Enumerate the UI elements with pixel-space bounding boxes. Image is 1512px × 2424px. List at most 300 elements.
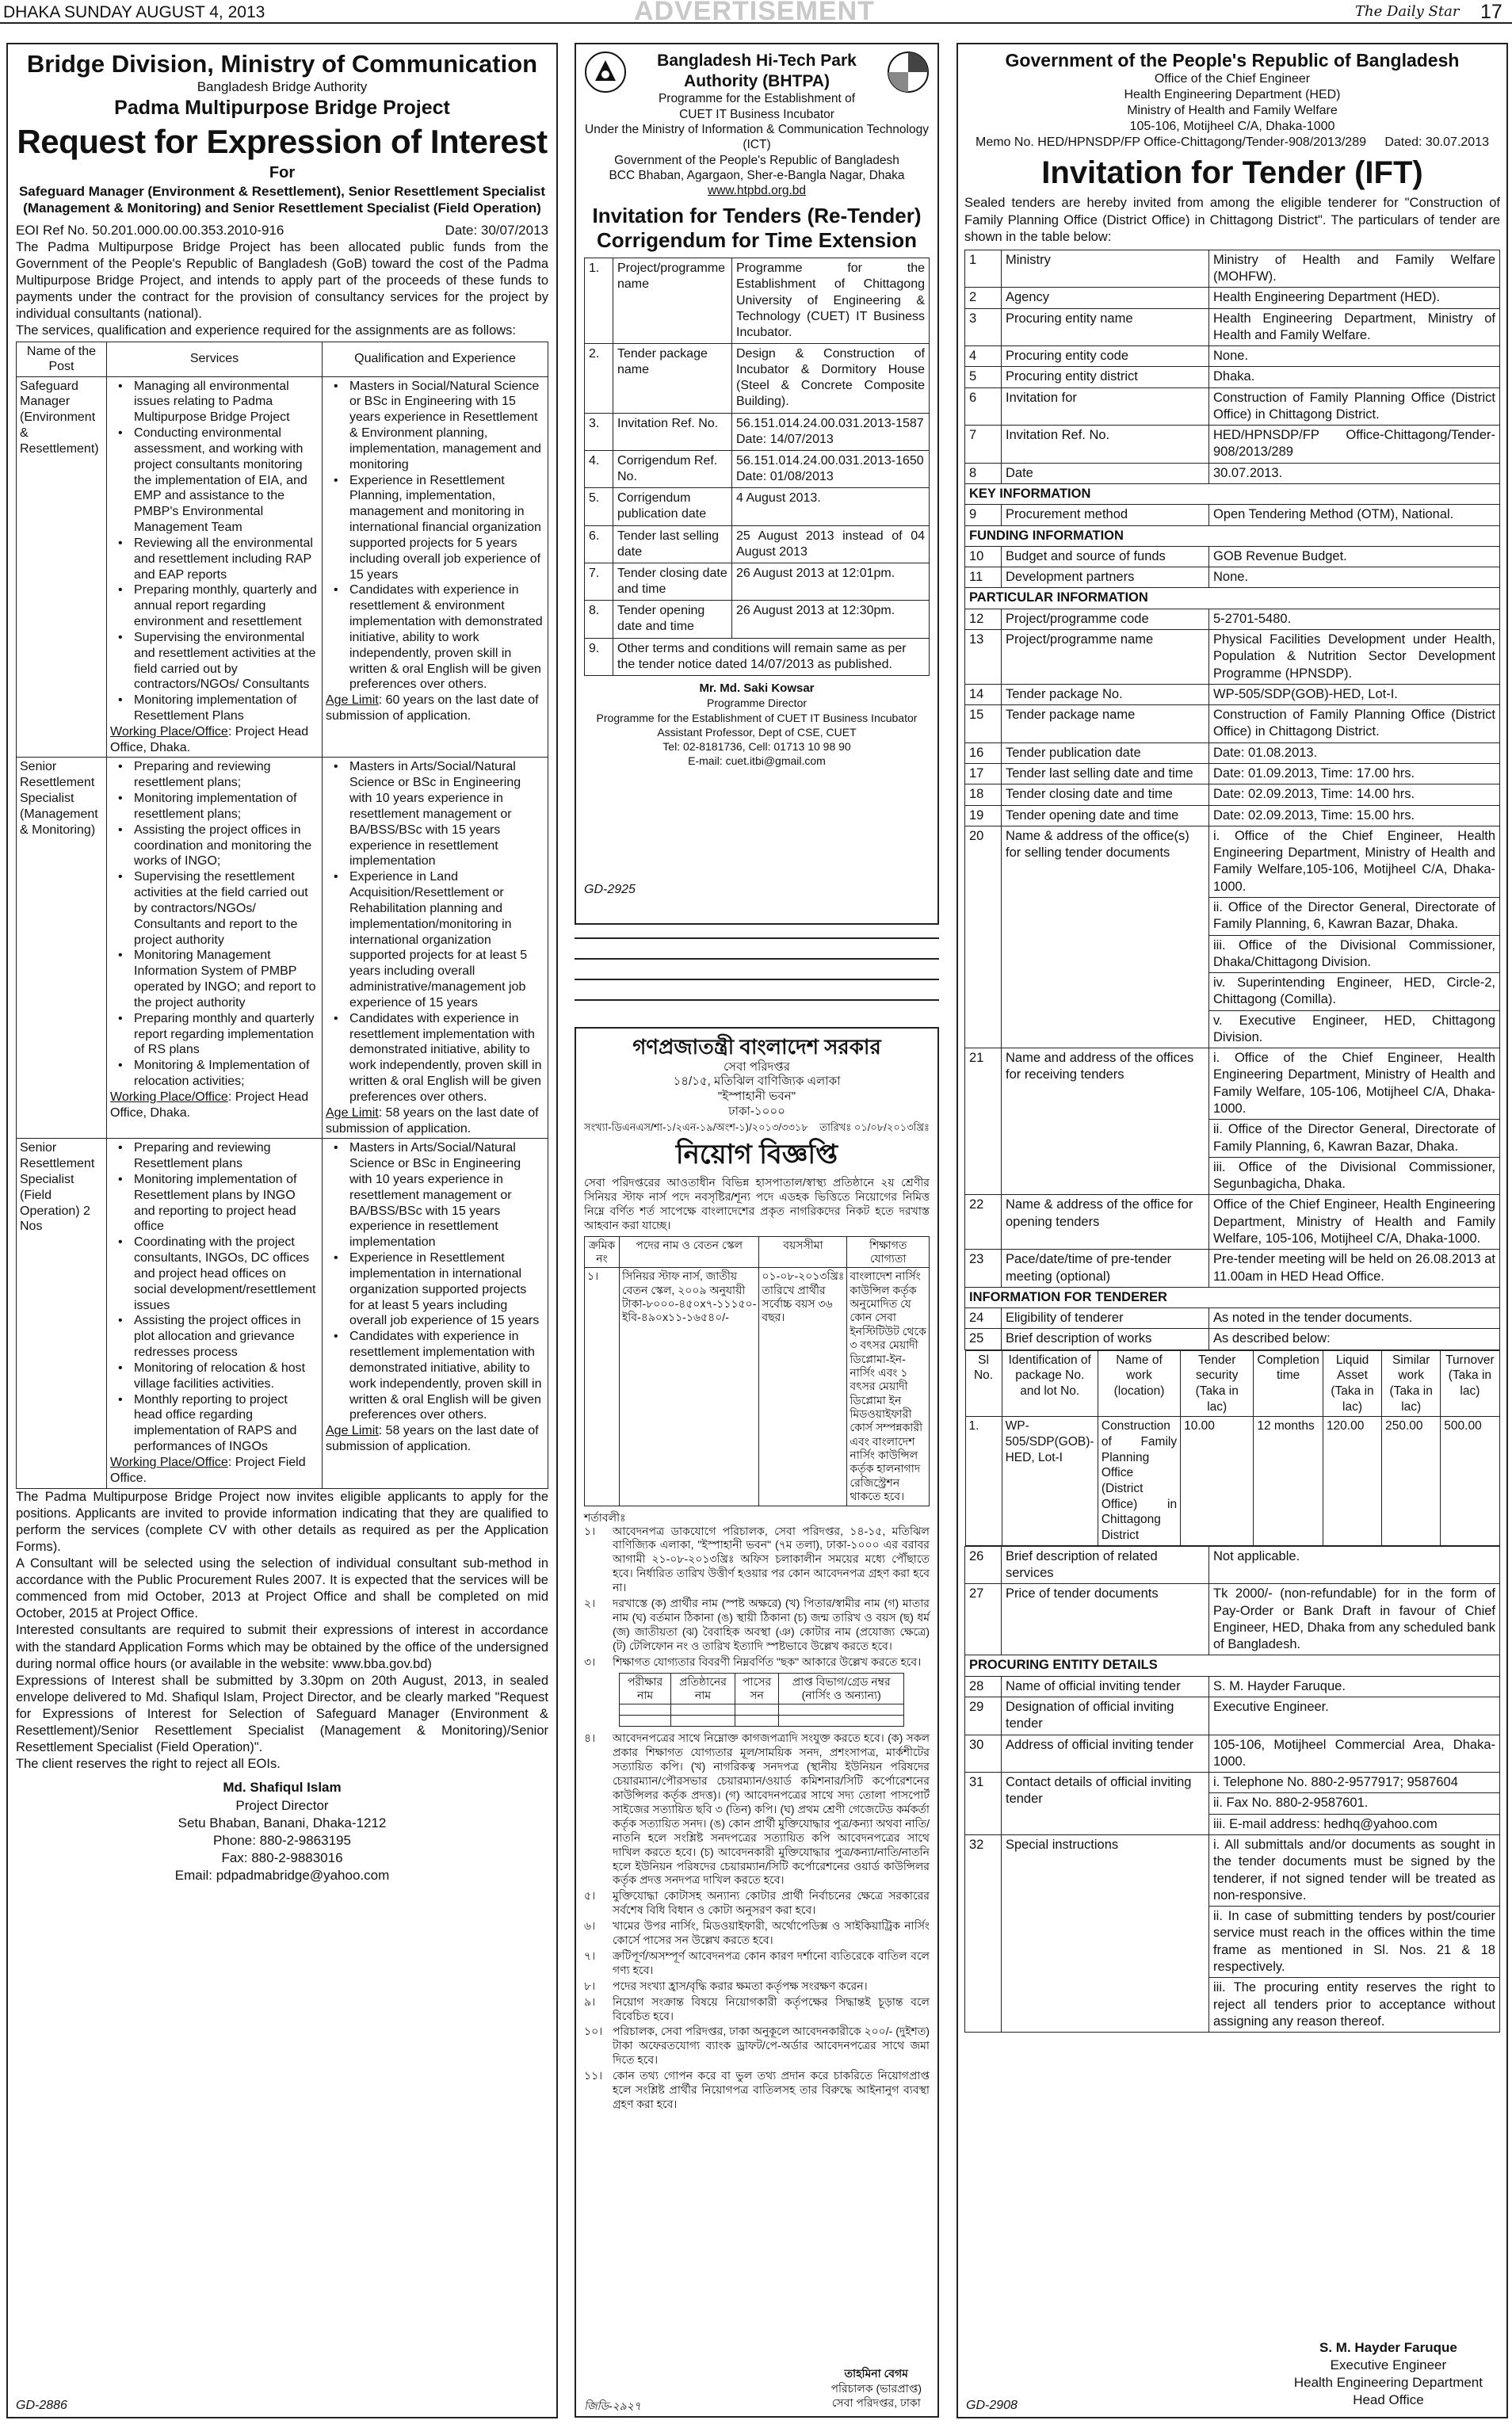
ift-sub: 105-106, Motijheel C/A, Dhaka-1000 — [1129, 120, 1335, 134]
bn-sub: ১৪/১৫, মতিঝিল বাণিজ্যিক এলাকা — [673, 1075, 841, 1089]
col-header: বয়সসীমা — [759, 1236, 847, 1268]
row-value: Construction of Family Planning Office (District Office) in Chittagong District. — [1209, 705, 1500, 743]
row-number: 14 — [965, 684, 1002, 704]
row-value-item: ii. Office of the Director General, Directorate of Family Planning, 6, Kawran Bazar, Dhaka. — [1209, 898, 1499, 936]
row-value-item: iv. Superintending Engineer, HED, Circle-2, Chittagong (Comilla). — [1209, 973, 1499, 1011]
bengali-advertisement — [575, 1027, 939, 2418]
eoi-authority: Bangladesh Bridge Authority — [197, 78, 368, 94]
col-header: Services — [107, 342, 323, 376]
row-key: Agency — [1002, 288, 1209, 308]
age-limit: Age Limit: 58 years on the last date of submission of application. — [326, 1424, 539, 1454]
bhtpa-sub: Under the Ministry of Information & Communication Technology (ICT) — [585, 122, 929, 152]
row-key: Price of tender documents — [1002, 1584, 1209, 1655]
row-value: Health Engineering Department, Ministry of Health and Family Welfare. — [1209, 308, 1500, 346]
row-number: 10 — [965, 546, 1002, 567]
row-key: Tender closing date and time — [613, 563, 732, 600]
row-value: Construction of Family Planning Office (District Office) in Chittagong District. — [1209, 387, 1500, 426]
table-row — [585, 601, 930, 638]
ift-memo: Memo No. HED/HPNSDP/FP Office-Chittagong/Tender-908/2013/289 — [976, 136, 1366, 150]
ift-sub: Office of the Chief Engineer — [1154, 72, 1311, 86]
table-row — [965, 1417, 1499, 1545]
row-key: Pace/date/time of pre-tender meeting (optional) — [1002, 1250, 1209, 1288]
bn-sub: সেবা পরিদপ্তর — [723, 1059, 791, 1074]
table-row — [585, 525, 930, 563]
row-value: As noted in the tender documents. — [1209, 1308, 1500, 1329]
row-value: 26 August 2013 at 12:30pm. — [732, 601, 930, 638]
row-key: Address of official inviting tender — [1002, 1735, 1209, 1773]
row-number: 15 — [965, 705, 1002, 743]
row-value: 56.151.014.24.00.031.2013-1650 Date: 01/08/2013 — [732, 450, 930, 487]
row-number: 16 — [965, 742, 1002, 763]
row-key: Procuring entity name — [1002, 308, 1209, 346]
bn-edu-table — [619, 1673, 904, 1727]
row-key: Name & address of the office for opening tenders — [1002, 1195, 1209, 1250]
row-number: 7. — [585, 563, 613, 600]
row-key: Tender opening date and time — [613, 601, 732, 638]
row-key: Tender package name — [1002, 705, 1209, 743]
row-number: 23 — [965, 1250, 1002, 1288]
service-item: • Preparing monthly, quarterly and annual report regarding environment and resettlement — [110, 582, 319, 629]
divider — [575, 937, 939, 939]
ift-gov: Government of the People's Republic of Bangladesh — [1005, 50, 1460, 71]
row-key: Invitation Ref. No. — [613, 413, 732, 450]
post-name: Senior Resettlement Specialist (Field Operation) 2 Nos — [17, 1139, 107, 1488]
row-key: Project/programme code — [1002, 609, 1209, 629]
col-header: Liquid Asset (Taka in lac) — [1323, 1350, 1381, 1417]
row-key: Tender last selling date and time — [1002, 763, 1209, 784]
service-item: • Managing all environmental issues relating to Padma Multipurpose Bridge Project — [110, 379, 319, 426]
row-value-item: i. Telephone No. 880-2-9577917; 9587604 — [1209, 1773, 1499, 1793]
section-row — [965, 1655, 1500, 1676]
row-value: Date: 01.09.2013, Time: 17.00 hrs. — [1209, 763, 1500, 784]
works-table — [965, 1350, 1500, 1546]
table-row — [965, 387, 1500, 426]
bn-title: নিয়োগ বিজ্ঞপ্তি — [675, 1139, 838, 1170]
col-header: পরীক্ষার নাম — [620, 1673, 671, 1704]
row-value: Date: 01.08.2013. — [1209, 742, 1500, 763]
row-number: 19 — [965, 805, 1002, 826]
working-place: Working Place/Office: Project Head Office, Dhaka. — [110, 1090, 309, 1120]
qual-item: • Experience in Resettlement implementation in international organization supported projects for at least 5 years including overall job experience of 15 years — [326, 1250, 544, 1329]
service-item: • Monitoring & Implementation of relocation activities; — [110, 1058, 319, 1090]
divider — [575, 979, 939, 980]
row-number: 11 — [965, 567, 1002, 588]
row-number: 32 — [965, 1834, 1002, 2032]
section-title: PROCURING ENTITY DETAILS — [965, 1655, 1500, 1676]
bhtpa-sub: Programme for the Establishment of — [658, 92, 856, 106]
condition-item: ১১। কোন তথ্য গোপন করে বা ভুল তথ্য প্রদান করে চাকরিতে নিয়োগপ্রাপ্ত হলে সংশ্লিষ্ট প্রার্থীর নিয়োগপত্র বাতিলসহ তার বিরুদ্ধে আইনানুগ ব্যবস্থা গ্রহণ করা হবে। — [584, 2069, 930, 2111]
ad-code: GD-2925 — [584, 883, 636, 897]
eoi-ref: EOI Ref No. 50.201.000.00.00.353.2010-916 — [16, 223, 284, 239]
bhtpa-subtitle: Corrigendum for Time Extension — [596, 228, 917, 253]
qual-item: • Candidates with experience in resettlement implementation with demonstrated initiative, ability to work independently, proven skill in written & oral English will be given preferences over others. — [326, 1011, 544, 1105]
bhtpa-name: Bangladesh Hi-Tech Park Authority (BHTPA) — [657, 52, 857, 90]
row-number: 17 — [965, 763, 1002, 784]
works-cell: 250.00 — [1382, 1417, 1441, 1545]
table-row — [585, 344, 930, 414]
service-item: • Conducting environmental assessment, and working with project consultants monitoring the implementation of EIA, and EMP and assistance to the PMBP's Environmental Management Team — [110, 426, 319, 536]
row-number: 4. — [585, 450, 613, 487]
row-number: 5 — [965, 367, 1002, 387]
service-item: • Preparing and reviewing Resettlement plans — [110, 1140, 319, 1172]
table-row: ১। সিনিয়র স্টাফ নার্স, জাতীয় বেতন স্কেল, ২০০৯ অনুযায়ী টাকা-৮০০০-৪৫০x৭-১১১৫০-ইবি-৪৯০x১১-১৬৫৪০/- ০১-০৮-২০১৩খ্রিঃ তারিখে প্রার্থীর সর্বোচ্চ বয়স ৩৬ বছর। বাংলাদেশ নার্সিং কাউন্সিল কর্তৃক অনুমোদিত যে কোন সেবা ইনস্টিটিউট থেকে ৩ বৎসর মেয়াদী ডিপ্লোমা-ইন-নার্সিং এবং ১ বৎসর মেয়াদী ডিপ্লোমা ইন মিডওয়াইফারী কোর্স সম্পন্নকারী এবং বাংলাদেশ নার্সিং কাউন্সিল কর্তৃক হালনাগাদ রেজিস্ট্রেশন থাকতে হবে। — [585, 1268, 930, 1506]
row-key: Budget and source of funds — [1002, 546, 1209, 567]
table-row — [965, 463, 1500, 483]
bn-sub: "ইস্পাহানী ভবন" — [717, 1090, 796, 1104]
bhtpa-sub: BCC Bhaban, Agargaon, Sher-e-Bangla Nagar, Dhaka — [609, 169, 905, 183]
bhtpa-title: Invitation for Tenders (Re-Tender) — [592, 203, 922, 227]
service-item: • Reviewing all the environmental and resettlement including RAP and EAP reports — [110, 536, 319, 582]
qual-item: • Experience in Resettlement Planning, implementation, management and monitoring in international financial organization supported projects for 5 years including overall job experience of 15 years — [326, 473, 544, 583]
table-row — [965, 426, 1500, 464]
eoi-closing: Expressions of Interest shall be submitted by 3.30pm on 20th August, 2013, in sealed envelope delivered to Md. Shafiqul Islam, Project Director, and be clearly marked "Request for Expressions of Interest for Selection of Safeguard Manager (Environment & Resettlement)/Senior Resettlement Specialist (Management & Monitoring)/Senior Resettlement Specialist (Field Operation)". — [16, 1673, 548, 1755]
table-row — [965, 1676, 1500, 1697]
table-row — [965, 1250, 1500, 1288]
works-cell: Construction of Family Planning Office (District Office) in Chittagong District — [1098, 1417, 1180, 1545]
eoi-closing: The client reserves the right to reject all EOIs. — [16, 1757, 281, 1772]
row-value: Tk 2000/- (non-refundable) for in the form of Pay-Order or Bank Draft in favour of Chief Engineer, HED, Dhaka from any scheduled bank of Bangladesh. — [1209, 1584, 1500, 1655]
col-header: Similar work (Taka in lac) — [1382, 1350, 1441, 1417]
row-key: Brief description of related services — [1002, 1546, 1209, 1584]
row-number: 24 — [965, 1308, 1002, 1329]
row-value: Dhaka. — [1209, 367, 1500, 387]
row-key: Special instructions — [1002, 1834, 1209, 2032]
service-item: • Assisting the project offices in coordination and monitoring the works of INGO; — [110, 823, 319, 869]
row-value — [1209, 1773, 1500, 1835]
service-item: • Coordinating with the project consultants, INGOs, DC offices and project head offices on social development/resettlement issues — [110, 1235, 319, 1313]
cuet-logo-icon — [887, 51, 930, 94]
row-value-item: v. Executive Engineer, HED, Chittagong Division. — [1213, 1013, 1495, 1044]
col-header: Completion time — [1254, 1350, 1323, 1417]
section-title: KEY INFORMATION — [965, 484, 1500, 505]
bhtpa-sub: Government of the People's Republic of Bangladesh — [614, 153, 899, 167]
ad-code: জিডি-২৯২৭ — [584, 2399, 641, 2412]
row-key: Corrigendum publication date — [613, 488, 732, 525]
divider — [575, 999, 939, 1001]
age-limit: Age Limit: 60 years on the last date of submission of application. — [326, 693, 539, 723]
works-cell: 10.00 — [1181, 1417, 1254, 1545]
row-number: 3 — [965, 308, 1002, 346]
working-place: Working Place/Office: Project Field Office. — [110, 1455, 306, 1485]
row-number: 6 — [965, 387, 1002, 426]
ift-memo-date: Dated: 30.07.2013 — [1384, 136, 1489, 150]
bn-conds-title: শর্তাবলীঃ — [584, 1510, 626, 1524]
row-value: HED/HPNSDP/FP Office-Chittagong/Tender-908/2013/289 — [1209, 426, 1500, 464]
bn-posts-table — [584, 1236, 930, 1506]
row-value: Programme for the Establishment of Chittagong University of Engineering & Technology (CUET) IT Business Incubator. — [732, 258, 930, 344]
service-item: • Supervising the resettlement activities at the field carried out by contractors/NGOs/ Consultants and report to the project authority — [110, 869, 319, 948]
ad-code: GD-2908 — [966, 2399, 1018, 2413]
bhtpa-sub: CUET IT Business Incubator — [679, 107, 834, 121]
section-title: ADVERTISEMENT — [634, 0, 875, 26]
table-row — [965, 346, 1500, 367]
service-item: • Monitoring implementation of resettlement plans; — [110, 791, 319, 823]
post-name: Senior Resettlement Specialist (Management & Monitoring) — [17, 758, 107, 1139]
table-row — [585, 258, 930, 344]
row-number: 18 — [965, 784, 1002, 805]
table-row — [965, 684, 1500, 704]
table-row — [965, 763, 1500, 784]
col-header: প্রাপ্ত বিভাগ/গ্রেড নম্বর (নার্সিং ও অন্যান্য) — [779, 1673, 904, 1704]
bn-intro: সেবা পরিদপ্তরের আওতাধীন বিভিন্ন হাসপাতাল/স্বাস্থ্য প্রতিষ্ঠানে ২য় শ্রেণীর সিনিয়র স্টাফ নার্স পদে নবসৃষ্টির/শূন্য পদে এডহক ভিত্তিতে নিয়োগের নিমিত্ত নিম্নে বর্ণিত শর্ত সাপেক্ষে বাংলাদেশের প্রকৃত নাগরিকদের নিকট হতে দরখাস্ত আহবান করা যাচ্ছে। — [584, 1176, 930, 1231]
eoi-signature: Md. Shafiqul Islam Project Director Setu Bhaban, Banani, Dhaka-1212 Phone: 880-2-9863195 Fax: 880-2-9883016 Email: pdpadmabridge@yahoo.com — [174, 1780, 390, 1883]
service-item: • Preparing monthly and quarterly report regarding implementation of RS plans — [110, 1011, 319, 1058]
eoi-advertisement — [6, 43, 558, 2418]
row-value: 30.07.2013. — [1209, 463, 1500, 483]
service-item: • Monitoring of relocation & host village facilities activities. — [110, 1361, 319, 1392]
condition-item: ৯। নিয়োগ সংক্রান্ত বিষয়ে নিয়োগকারী কর্তৃপক্ষের সিদ্ধান্তই চূড়ান্ত বলে বিবেচিত হবে। — [584, 1995, 930, 2022]
row-value: S. M. Hayder Faruque. — [1209, 1676, 1500, 1697]
row-value: None. — [1209, 346, 1500, 367]
table-row — [965, 1048, 1500, 1195]
row-value — [1209, 1048, 1500, 1195]
row-value: 5-2701-5480. — [1209, 609, 1500, 629]
page-number: 17 — [1480, 1, 1502, 23]
ift-sub: Health Engineering Department (HED) — [1124, 88, 1341, 102]
row-number: 1 — [965, 250, 1002, 288]
row-key: Designation of official inviting tender — [1002, 1697, 1209, 1735]
table-row — [585, 450, 930, 487]
service-item: • Monitoring implementation of Resettlement Plans — [110, 693, 319, 724]
row-number: 8 — [965, 463, 1002, 483]
row-value: WP-505/SDP(GOB)-HED, Lot-I. — [1209, 684, 1500, 704]
row-value: Office of the Chief Engineer, Health Engineering Department, Ministry of Health and Family Welfare, 105-106, Motijheel C/A, Dhaka-1000. — [1209, 1195, 1500, 1250]
row-value-item: ii. Office of the Director General, Directorate of Family Planning, 6, Kawran Bazar, Dhaka. — [1209, 1120, 1499, 1158]
row-number: 6. — [585, 525, 613, 563]
service-item: • Monthly reporting to project head office regarding implementation of RAPS and performances of INGOs — [110, 1392, 319, 1455]
row-number: 4 — [965, 346, 1002, 367]
row-key: Tender publication date — [1002, 742, 1209, 763]
row-number: 1. — [585, 258, 613, 344]
row-key: Tender closing date and time — [1002, 784, 1209, 805]
table-row — [965, 288, 1500, 308]
condition-item: ৮। পদের সংখ্যা হ্রাস/বৃদ্ধি করার ক্ষমতা কর্তৃপক্ষ সংরক্ষণ করেন। — [584, 1979, 868, 1992]
table-row — [965, 742, 1500, 763]
row-number: 27 — [965, 1584, 1002, 1655]
row-value-item: i. Office of the Chief Engineer, Health Engineering Department, Ministry of Health and Family Welfare,105-106, Motijheel C/A, Dhaka-1000. — [1209, 826, 1499, 898]
section-title: INFORMATION FOR TENDERER — [965, 1287, 1500, 1307]
condition-item: ১। আবেদনপত্র ডাকযোগে পরিচালক, সেবা পরিদপ্তর, ১৪-১৫, মতিঝিল বাণিজ্যিক এলাকা, "ইস্পাহানী ভবন" (৭ম তলা), ঢাকা-১০০০ এর বরাবর আগামী ২১-০৮-২০১৩খ্রিঃ অফিস চলাকালীন সময়ের মধ্যে পৌঁছাতে হবে। নির্ধারিত তারিখ উত্তীর্ণ হওয়ার পর কোন আবেদনপত্র গ্রহণ করা হবে না। — [584, 1524, 930, 1594]
table-row — [965, 1546, 1500, 1584]
eoi-closing: A Consultant will be selected using the selection of individual consultant sub-method in accordance with the Public Procurement Rules 2007. It is expected that the services will be commenced from mid October, 2013 at Project Office and shall be completed on mid October, 2015 at Project Office. — [16, 1556, 548, 1621]
row-number: 26 — [965, 1546, 1002, 1584]
row-value: Executive Engineer. — [1209, 1697, 1500, 1735]
ift-signature: S. M. Hayder Faruque Executive Engineer Health Engineering Department Head Office — [1293, 2339, 1483, 2407]
row-key: Procurement method — [1002, 505, 1209, 525]
eoi-intro2: The services, qualification and experience required for the assignments are as follows: — [16, 323, 516, 338]
eoi-closing: Interested consultants are required to submit their expressions of interest in accordance with the standard Application Forms which may be obtained by the office of the undersigned during normal office hours (or available in the website: www.bba.gov.bd) — [16, 1623, 548, 1671]
row-key: Project/programme name — [613, 258, 732, 344]
table-row — [965, 784, 1500, 805]
divider — [575, 958, 939, 960]
table-row — [965, 1329, 1500, 1349]
qual-item: • Candidates with experience in resettlement & environment implementation with demonstrated initiative, ability to work independently, proven skill in written & oral English will be given preferences over others. — [326, 582, 544, 693]
row-key: Procuring entity code — [1002, 346, 1209, 367]
ift-advertisement — [956, 43, 1508, 2418]
row-value: Not applicable. — [1209, 1546, 1500, 1584]
eoi-closing: The Padma Multipurpose Bridge Project now invites eligible applicants to apply for the positions. Applicants are invited to provide information indicating that they are qualified to perform the services (complete CV with other details as required as per the Application Forms). — [16, 1489, 548, 1554]
row-number: 5. — [585, 488, 613, 525]
table-row — [965, 609, 1500, 629]
post-name: Safeguard Manager (Environment & Resettlement) — [17, 376, 107, 758]
row-value: Date: 02.09.2013, Time: 14.00 hrs. — [1209, 784, 1500, 805]
bhtpa-website-link[interactable]: www.htpbd.org.bd — [707, 184, 807, 198]
table-row — [585, 488, 930, 525]
bn-conditions — [584, 1525, 930, 1670]
row-value-item: i. Office of the Chief Engineer, Health Engineering Department, Ministry of Health and Family Welfare, 105-106, Motijheel C/A, Dhaka-1000. — [1209, 1048, 1499, 1120]
row-key: Corrigendum Ref. No. — [613, 450, 732, 487]
row-key: Project/programme name — [1002, 630, 1209, 685]
qual-item: • Masters in Arts/Social/Natural Science or BSc in Engineering with 10 years experience in resettlement management or BA/BSS/BSc with 15 years experience in resettlement implementation — [326, 1140, 544, 1250]
qual-item: • Masters in Arts/Social/Natural Science or BSc in Engineering with 10 years experience in resettlement management or BA/BSS/BSc with 15 years experience in resettlement implementation — [326, 759, 544, 869]
page-header — [0, 0, 1512, 24]
table-row — [965, 1195, 1500, 1250]
qual-item: • Masters in Social/Natural Science or BSc in Engineering with 15 years experience in Resettlement & Environment planning, implementation, management and monitoring — [326, 379, 544, 473]
row-value: 26 August 2013 at 12:01pm. — [732, 563, 930, 600]
qual-item: • Candidates with experience in resettlement implementation with demonstrated initiative, ability to work independently, proven skill in written & oral English will be given preferences over others. — [326, 1329, 544, 1423]
row-value: Design & Construction of Incubator & Dormitory House (Steel & Concrete Composite Building). — [732, 344, 930, 414]
row-key: Procuring entity district — [1002, 367, 1209, 387]
row-value: 25 August 2013 instead of 04 August 2013 — [732, 525, 930, 563]
row-number: 12 — [965, 609, 1002, 629]
table-row — [17, 758, 548, 1139]
works-cell: WP-505/SDP(GOB)-HED, Lot-I — [1002, 1417, 1098, 1545]
table-row — [965, 826, 1500, 1048]
section-row — [965, 525, 1500, 546]
row-value: As described below: — [1209, 1329, 1500, 1349]
row-key: Tender last selling date — [613, 525, 732, 563]
row-number: 28 — [965, 1676, 1002, 1697]
row-key: Tender opening date and time — [1002, 805, 1209, 826]
row-number: 21 — [965, 1048, 1002, 1195]
works-cell: 500.00 — [1441, 1417, 1499, 1545]
row-value: None. — [1209, 567, 1500, 588]
condition-item: ২। দরখাস্তে (ক) প্রার্থীর নাম (স্পষ্ট অক্ষরে) (খ) পিতার/স্বামীর নাম (গ) মাতার নাম (ঘ) বর্তমান ঠিকানা (ঙ) স্থায়ী ঠিকানা (চ) জন্ম তারিখ ও বয়স (ছ) ধর্ম (জ) জাতীয়তা (ঝ) বৈবাহিক অবস্থা (ঞ) কোটার নাম (প্রযোজ্য ক্ষেত্রে) (ট) টেলিফোন নং ও তারিখ ইত্যাদি স্পষ্টভাবে উল্লেখ করতে হবে। — [584, 1597, 930, 1652]
ift-title: Invitation for Tender (IFT) — [1041, 155, 1423, 190]
condition-item: ১০। পরিচালক, সেবা পরিদপ্তর, ঢাকা অনুকূলে আবেদনকারীকে ২০০/- (দুইশত) টাকা অফেরতযোগ্য ব্যাংক ড্রাফট/পে-অর্ডার আবেদনপত্রের সাথে জমা দিতে হবে। — [584, 2025, 930, 2067]
col-header: শিক্ষাগত যোগ্যতা — [847, 1236, 930, 1268]
bhtpa-table — [584, 258, 930, 676]
row-number: 22 — [965, 1195, 1002, 1250]
table-row — [965, 367, 1500, 387]
section-row — [965, 588, 1500, 609]
bn-signature: তাহমিনা বেগম পরিচালক (ভারপ্রাপ্ত) সেবা পরিদপ্তর, ঢাকা — [830, 2367, 922, 2409]
masthead-logo: The Daily Star — [1355, 3, 1460, 20]
row-value-item: iii. Office of the Divisional Commissioner, Dhaka/Chittagong Division. — [1209, 936, 1499, 974]
condition-item: ৫। মুক্তিযোদ্ধা কোটাসহ অন্যান্য কোটার প্রার্থী নির্বাচনের ক্ষেত্রে সরকারের সর্বশেষ বিধি বিধান ও কোটা অনুসরণ করা হবে। — [584, 1889, 930, 1917]
qual-item: • Experience in Land Acquisition/Resettlement or Rehabilitation planning and implementation/monitoring in international organization supported projects for at least 5 years including overall administrative/management job experience of 15 years — [326, 869, 544, 1010]
table-row — [965, 505, 1500, 525]
table-row — [965, 1308, 1500, 1329]
col-header: Sl No. — [965, 1350, 1002, 1417]
table-row: 9. Other terms and conditions will remain same as per the tender notice dated 14/07/2013 as published. — [585, 638, 930, 675]
row-value-item: ii. In case of submitting tenders by post/courier service must reach in the offices within the time frame as mentioned in Sl. Nos. 21 & 18 respectively. — [1209, 1907, 1499, 1978]
row-key: Invitation for — [1002, 387, 1209, 426]
row-value: 4 August 2013. — [732, 488, 930, 525]
table-row — [965, 805, 1500, 826]
works-cell: 120.00 — [1323, 1417, 1381, 1545]
row-key: Development partners — [1002, 567, 1209, 588]
section-row — [965, 1287, 1500, 1307]
col-header: প্রতিষ্ঠানের নাম — [671, 1673, 735, 1704]
col-header: Name of work (location) — [1098, 1350, 1180, 1417]
row-number: 8. — [585, 601, 613, 638]
col-header: Name of the Post — [17, 342, 107, 376]
works-row — [965, 1349, 1500, 1546]
row-value-item: i. All submittals and/or documents as sought in the tender documents must be signed by the tenderer, if not signed tender will be treated as non-responsive. — [1209, 1835, 1499, 1907]
row-number: 2. — [585, 344, 613, 414]
row-key: Name & address of the office(s) for selling tender documents — [1002, 826, 1209, 1048]
table-row — [17, 1139, 548, 1488]
works-cell: 12 months — [1254, 1417, 1323, 1545]
row-key: Name and address of the offices for receiving tenders — [1002, 1048, 1209, 1195]
table-row — [965, 308, 1500, 346]
col-header: Tender security (Taka in lac) — [1181, 1350, 1254, 1417]
row-value: Date: 02.09.2013, Time: 15.00 hrs. — [1209, 805, 1500, 826]
row-key: Contact details of official inviting tender — [1002, 1773, 1209, 1835]
row-value: 105-106, Motijheel Commercial Area, Dhaka-1000. — [1209, 1735, 1500, 1773]
bn-memo-row: সংখ্যা-ডিএনএস/শা-১/২এন-১৯/অংশ-১)/২০১৩/৩৩১৮ তারিখঃ ০১/০৮/২০১৩খ্রিঃ — [584, 1120, 930, 1133]
eoi-ref-row — [16, 223, 548, 239]
section-title: PARTICULAR INFORMATION — [965, 588, 1500, 609]
service-item: • Monitoring implementation of Resettlement plans by INGO and reporting to project head office — [110, 1172, 319, 1235]
table-row — [17, 376, 548, 758]
row-number: 20 — [965, 826, 1002, 1048]
col-header: Qualification and Experience — [323, 342, 548, 376]
bhtpa-logo-icon — [584, 51, 627, 94]
eoi-positions: Safeguard Manager (Environment & Resettlement), Senior Resettlement Specialist (Management & Monitoring) and Senior Resettlement Specialist (Field Operation) — [18, 183, 546, 216]
row-number: 13 — [965, 630, 1002, 685]
bhtpa-signature: Mr. Md. Saki Kowsar Programme Director Programme for the Establishment of CUET IT Business Incubator Assistant Professor, Dept of CSE, CUET Tel: 02-8181736, Cell: 01713 10 98 90 E-mail: cuet.itbi@gmail.com — [596, 681, 918, 768]
ift-table — [964, 250, 1500, 2033]
row-value: 56.151.014.24.00.031.2013-1587 Date: 14/07/2013 — [732, 413, 930, 450]
bhtpa-advertisement — [575, 43, 939, 925]
row-number: 25 — [965, 1329, 1002, 1349]
table-row — [965, 1834, 1500, 2032]
row-number: 3. — [585, 413, 613, 450]
row-number: 30 — [965, 1735, 1002, 1773]
eoi-title: Request for Expression of Interest — [17, 123, 548, 161]
row-value: Physical Facilities Development under Health, Population & Nutrition Sector Development Programme (HPNSDP). — [1209, 630, 1500, 685]
row-value-item: iii. Office of the Divisional Commissioner, Segunbagicha, Dhaka. — [1213, 1159, 1495, 1192]
col-header: পদের নাম ও বেতন স্কেল — [620, 1236, 759, 1268]
eoi-date: Date: 30/07/2013 — [445, 223, 548, 239]
condition-item: ৬। খামের উপর নার্সিং, মিডওয়াইফারী, অর্থোপেডিক্স ও সাইকিয়াট্রিক নার্সিং কোর্সে পাসের সন উল্লেখ করতে হবে। — [584, 1919, 930, 1947]
ift-memo-row — [964, 135, 1500, 151]
row-key: Ministry — [1002, 250, 1209, 288]
row-value-item: iii. E-mail address: hedhq@yahoo.com — [1213, 1816, 1438, 1831]
table-row — [965, 250, 1500, 288]
row-value-item: ii. Fax No. 880-2-9587601. — [1209, 1793, 1499, 1814]
bn-gov: গণপ্রজাতন্ত্রী বাংলাদেশ সরকার — [632, 1035, 881, 1059]
ift-intro: Sealed tenders are hereby invited from among the eligible tenderer for "Construction of Family Planning Office (District Office) in Chittagong District". The particulars of tender are shown in the table below: — [964, 196, 1500, 245]
table-row — [965, 630, 1500, 685]
eoi-intro: The Padma Multipurpose Bridge Project has been allocated public funds from the Government of the People's Republic of Bangladesh (GoB) toward the cost of the Padma Multipurpose Bridge Project, and intends to apply part of the proceeds of these funds to payments under the contract for the provision of consultancy services for the project by individual consultants (national). — [16, 239, 548, 322]
row-value: Open Tendering Method (OTM), National. — [1209, 505, 1500, 525]
works-cell: 1. — [965, 1417, 1002, 1545]
bn-sub: ঢাকা-১০০০ — [728, 1104, 785, 1118]
condition-item: ৪। আবেদনপত্রের সাথে নিম্নোক্ত কাগজপত্রাদি সংযুক্ত করতে হবে। (ক) সকল প্রকার শিক্ষাগত যোগ্যতার মূল/সাময়িক সনদ, প্রশংসাপত্র, মার্কশীটের সত্যায়িত কপি। (খ) নাগরিকত্ব সনদপত্র (স্থানীয় ইউনিয়ন পরিষদের চেয়ারম্যান/পৌরসভার চেয়ারম্যান/ওয়ার্ড কমিশনার/সিটি কর্পোরেশনের কাউন্সিলর কর্তৃক প্রদত্ত)। (গ) আবেদনপত্রের সাথে সদ্য তোলা পাসপোর্ট সাইজের সত্যায়িত ছবি ৩ (তিন) কপি। (ঘ) প্রথম শ্রেণী গেজেটেড কর্মকর্তা কর্তৃক সত্যায়িত সনদ। (ঙ) কোন প্রার্থী মুক্তিযোদ্ধার পুত্র/কন্যা অথবা নাতি/নাতনি হলে সংশ্লিষ্ট সনদপত্রের সত্যায়িত কপি আবেদনপত্রের সাথে দাখিল করতে হবে। (চ) আবেদনকারী মুক্তিযোদ্ধার পুত্র/কন্যা/নাতি/নাতনি হলে ইউনিয়ন পরিষদের চেয়ারম্যান/সিটি কর্পোরেশনের ওয়ার্ড কাউন্সিলর কর্তৃক প্রদত্ত সনদপত্র দাখিল করতে হবে। — [584, 1731, 930, 1887]
service-item: • Preparing and reviewing resettlement plans; — [110, 759, 319, 791]
eoi-project: Padma Multipurpose Bridge Project — [114, 96, 450, 119]
table-row — [585, 413, 930, 450]
table-row — [965, 705, 1500, 743]
row-value — [1209, 1834, 1500, 2032]
section-title: FUNDING INFORMATION — [965, 525, 1500, 546]
bhtpa-row9: Other terms and conditions will remain same as per the tender notice dated 14/07/2013 as published. — [613, 638, 930, 675]
row-key: Date — [1002, 463, 1209, 483]
table-row — [965, 546, 1500, 567]
